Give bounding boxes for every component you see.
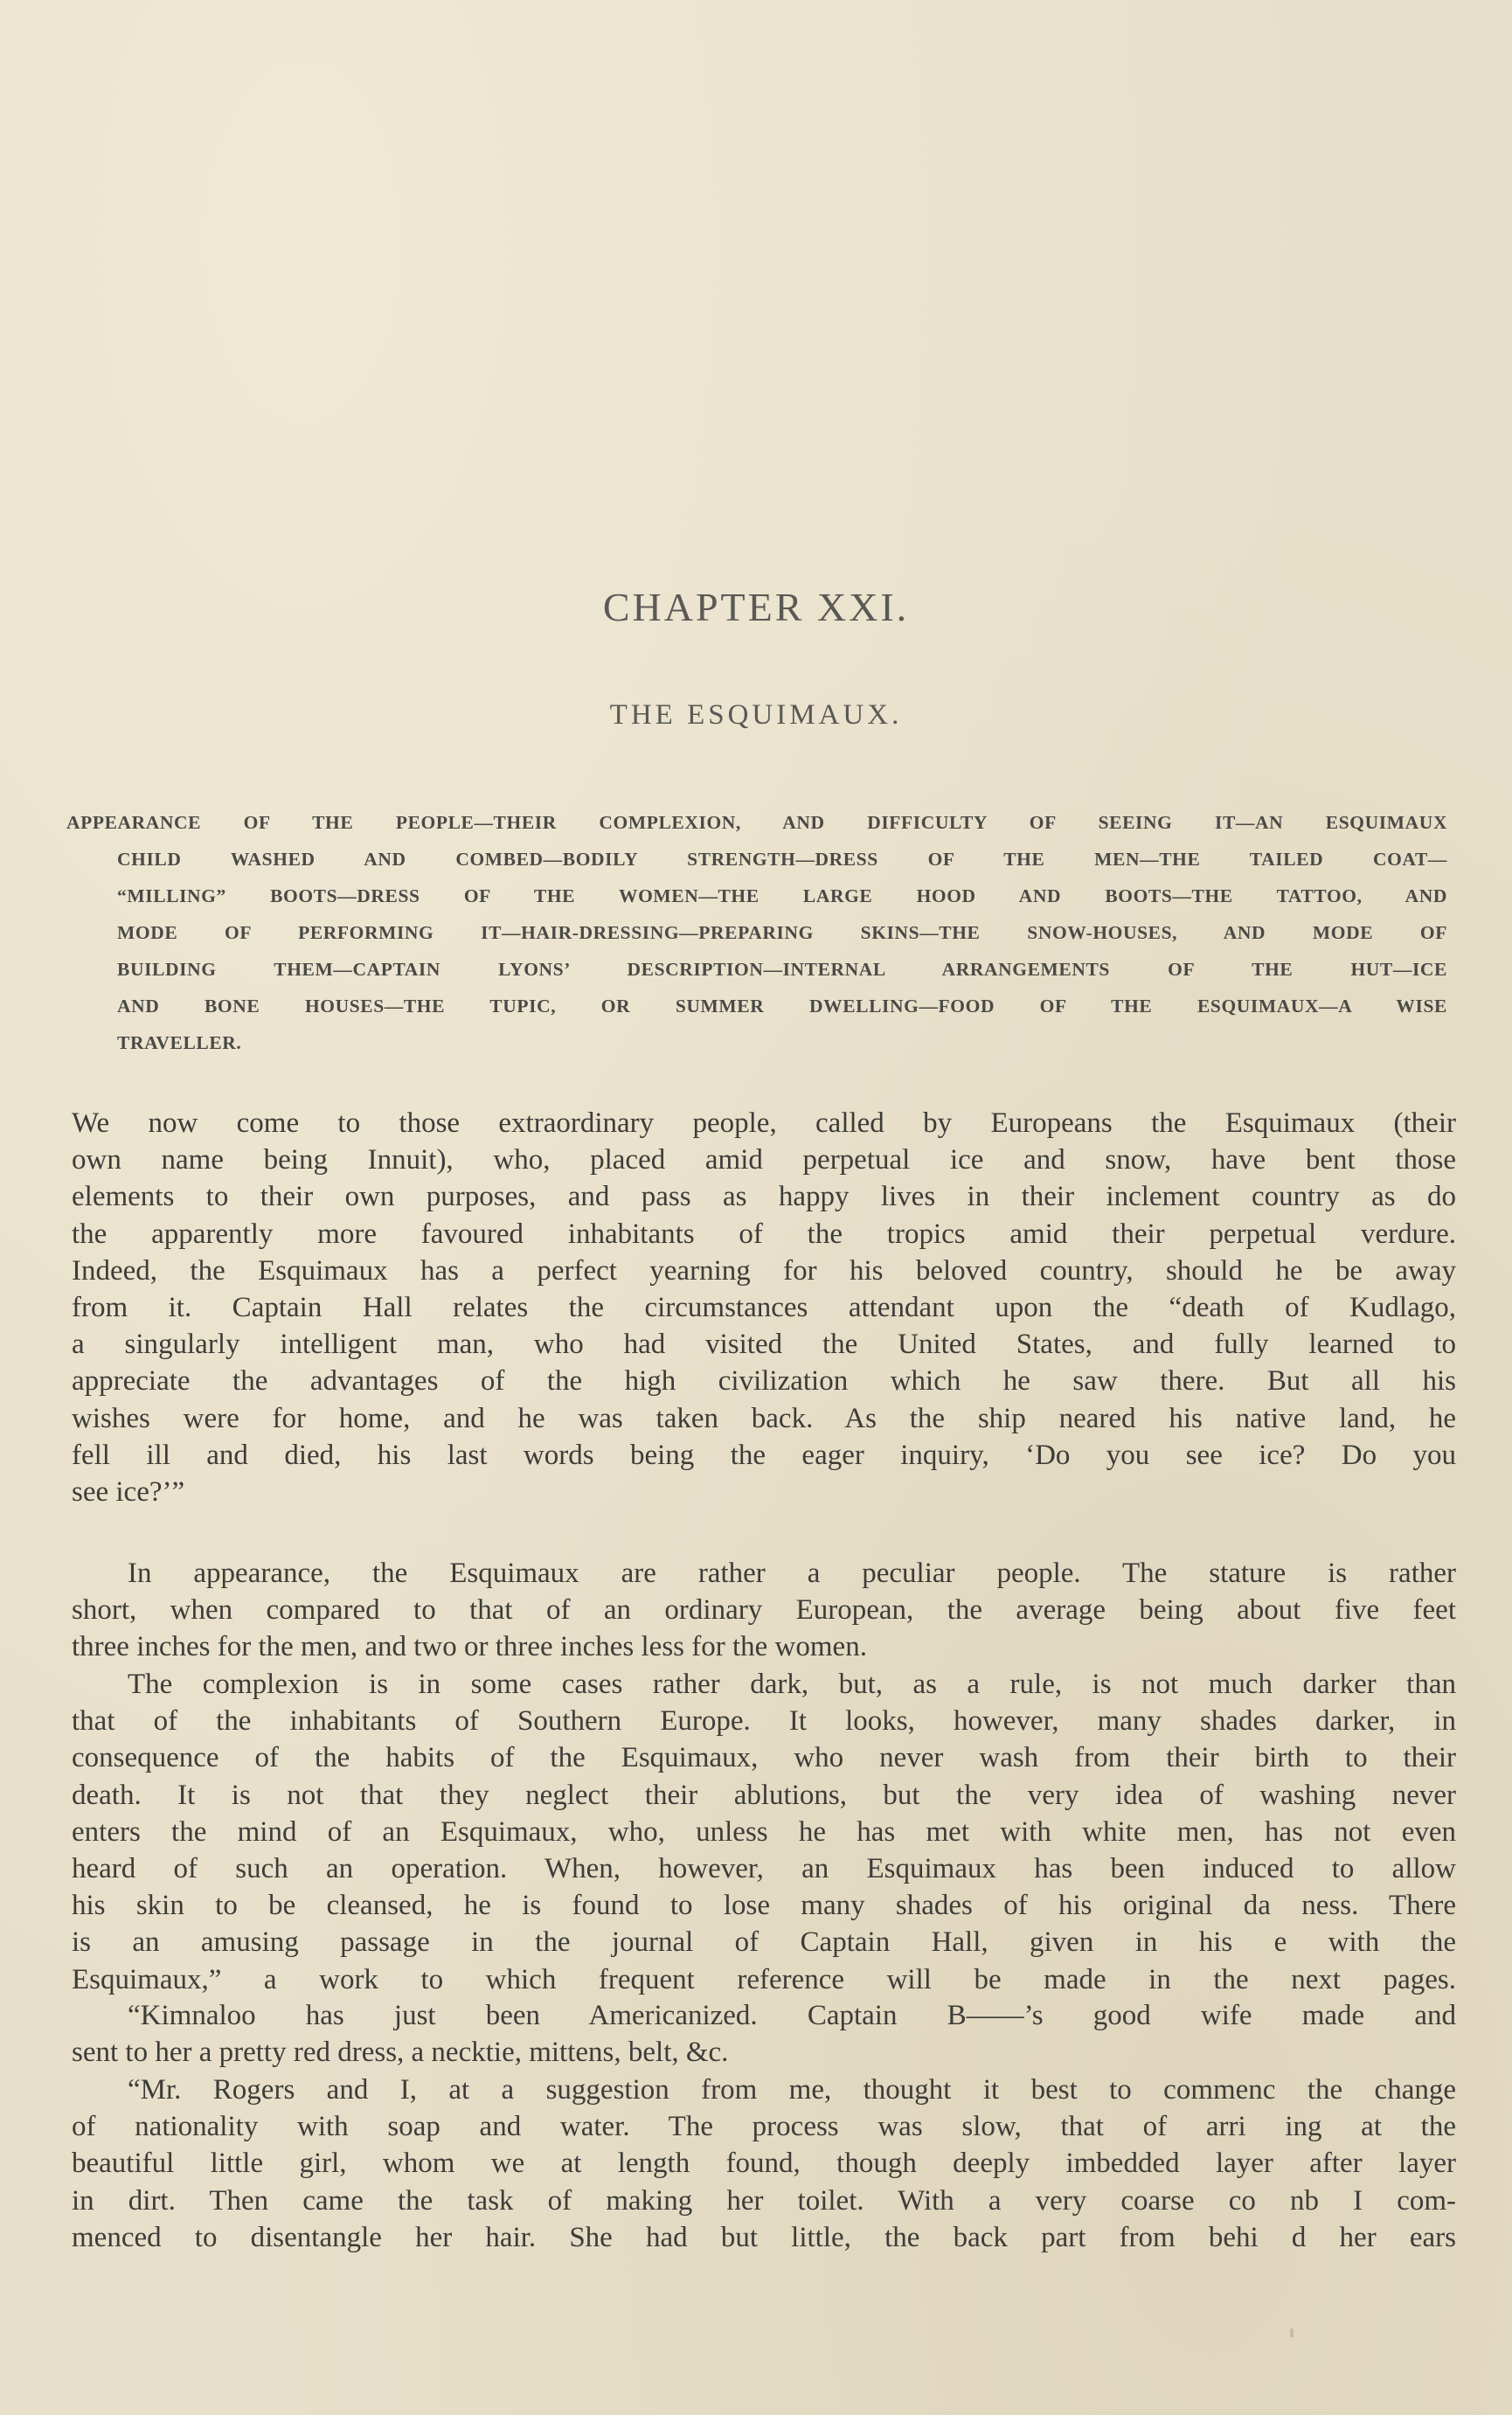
paragraph-mr-rogers	[72, 2071, 1456, 2256]
text-line: In appearance, the Esquimaux are rather a peculiar people. The stature is rather	[128, 1558, 1456, 1589]
text-line: his skin to be cleansed, he is found to lose many shades of his original da ness. There	[72, 1890, 1456, 1922]
paragraph-complexion	[72, 1666, 1456, 1998]
text-line: is an amusing passage in the journal of Captain Hall, given in his e with the	[72, 1926, 1456, 1959]
text-line: three inches for the men, and two or three inches less for the women.	[72, 1631, 867, 1663]
text-line: appreciate the advantages of the high civilization which he saw there. But all his	[72, 1365, 1456, 1398]
text-line: see ice?’”	[72, 1476, 185, 1509]
text-line: beautiful little girl, whom we at length found, though deeply imbedded layer after layer	[72, 2148, 1456, 2180]
text-line: the apparently more favoured inhabitants of the tropics amid their perpetual verdure.	[72, 1218, 1456, 1250]
text-line: elements to their own purposes, and pass as happy lives in their inclement country as do	[72, 1181, 1456, 1213]
synopsis-line: TRAVELLER.	[117, 1032, 242, 1053]
synopsis-line: AND BONE HOUSES—THE TUPIC, OR SUMMER DWELLING—FOOD OF THE ESQUIMAUX—A WISE	[117, 996, 1447, 1017]
text-line: death. It is not that they neglect their ablutions, but the very idea of washing never	[72, 1779, 1456, 1811]
text-line: consequence of the habits of the Esquimaux, who never wash from their birth to their	[72, 1742, 1456, 1774]
paragraph-kimnaloo	[72, 1997, 1456, 2071]
synopsis-line: “MILLING” BOOTS—DRESS OF THE WOMEN—THE LARGE HOOD AND BOOTS—THE TATTOO, AND	[117, 885, 1447, 906]
synopsis-line: MODE OF PERFORMING IT—HAIR-DRESSING—PREPARING SKINS—THE SNOW-HOUSES, AND MODE OF	[117, 922, 1447, 943]
synopsis-line: APPEARANCE OF THE PEOPLE—THEIR COMPLEXION, AND DIFFICULTY OF SEEING IT—AN ESQUIMAUX	[66, 812, 1447, 833]
text-line: enters the mind of an Esquimaux, who, unless he has met with white men, has not even	[72, 1815, 1456, 1848]
text-line: of nationality with soap and water. The process was slow, that of arri ing at the	[72, 2111, 1456, 2143]
paragraph-appearance	[72, 1555, 1456, 1666]
synopsis-line: CHILD WASHED AND COMBED—BODILY STRENGTH—DRESS OF THE MEN—THE TAILED COAT—	[117, 849, 1447, 870]
text-line: short, when compared to that of an ordinary European, the average being about five feet	[72, 1594, 1456, 1627]
text-line: own name being Innuit), who, placed amid perpetual ice and snow, have bent those	[72, 1144, 1456, 1176]
paragraph-esquimaux-intro	[72, 1105, 1456, 1510]
chapter-synopsis	[66, 804, 1447, 1061]
text-line: We now come to those extraordinary people, called by Europeans the Esquimaux (their	[72, 1107, 1456, 1139]
text-line: Esquimaux,” a work to which frequent reference will be made in the next pages.	[72, 1963, 1456, 1995]
text-line: “Kimnaloo has just been Americanized. Captain B——’s good wife made and	[128, 2000, 1456, 2031]
text-line: “Mr. Rogers and I, at a suggestion from me, thought it best to commenc the change	[128, 2074, 1456, 2106]
text-line: from it. Captain Hall relates the circumstances attendant upon the “death of Kudlago,	[72, 1292, 1456, 1324]
chapter-title: CHAPTER XXI.	[602, 585, 910, 629]
synopsis-line: BUILDING THEM—CAPTAIN LYONS’ DESCRIPTION—INTERNAL ARRANGEMENTS OF THE HUT—ICE	[117, 959, 1447, 980]
text-line: wishes were for home, and he was taken back. As the ship neared his native land, he	[72, 1402, 1456, 1434]
text-line: in dirt. Then came the task of making her toilet. With a very coarse co nb I com-	[72, 2184, 1456, 2217]
text-line: a singularly intelligent man, who had visited the United States, and fully learned to	[72, 1329, 1456, 1361]
text-line: The complexion is in some cases rather dark, but, as a rule, is not much darker than	[128, 1669, 1456, 1700]
text-line: sent to her a pretty red dress, a necktie, mittens, belt, &c.	[72, 2037, 729, 2069]
text-line: menced to disentangle her hair. She had but little, the back part from behi d her ears	[72, 2221, 1456, 2253]
text-line: that of the inhabitants of Southern Europe. It looks, however, many shades darker, in	[72, 1705, 1456, 1738]
chapter-subtitle: THE ESQUIMAUX.	[609, 699, 903, 731]
text-line: Indeed, the Esquimaux has a perfect yearning for his beloved country, should he be away	[72, 1254, 1456, 1287]
text-line: heard of such an operation. When, however, an Esquimaux has been induced to allow	[72, 1853, 1456, 1885]
paper-blemish	[1290, 2328, 1294, 2337]
text-line: fell ill and died, his last words being the eager inquiry, ‘Do you see ice? Do you	[72, 1439, 1456, 1471]
